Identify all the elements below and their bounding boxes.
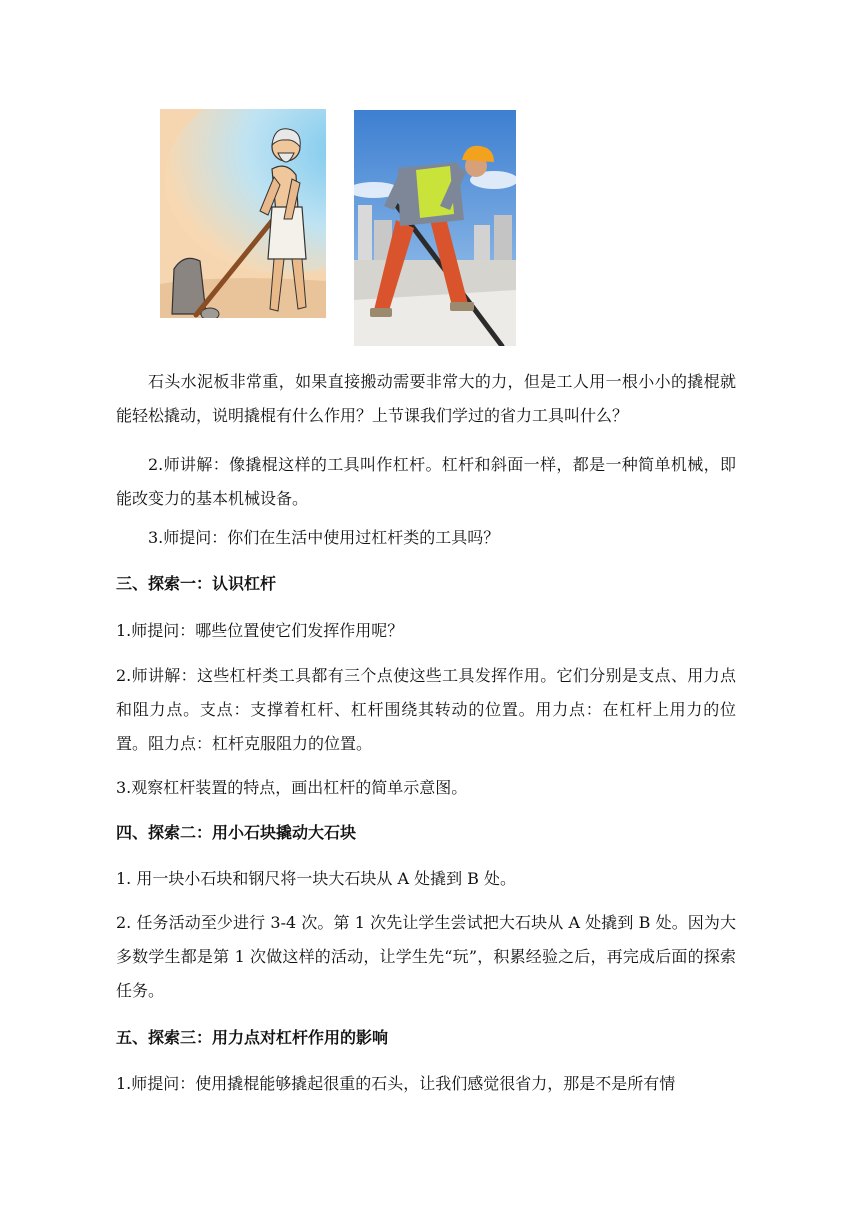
explore-two-item-2: 2. 任务活动至少进行 3-4 次。第 1 次先让学生尝试把大石块从 A 处撬到 B 处。因为大多数学生都是第 1 次做这样的活动，让学生先“玩”，积累经验之后，再完成后面的探索任务。 <box>116 913 736 1000</box>
explore-two-item-1: 1. 用一块小石块和钢尺将一块大石块从 A 处撬到 B 处。 <box>116 869 517 888</box>
explanation-lever-paragraph: 2.师讲解：像撬棍这样的工具叫作杠杆。杠杆和斜面一样，都是一种简单机械，即能改变力的基本机械设备。 <box>116 455 736 508</box>
explore-one-item-1: 1.师提问：哪些位置使它们发挥作用呢？ <box>116 621 404 640</box>
question-tools-paragraph: 3.师提问：你们在生活中使用过杠杆类的工具吗？ <box>148 528 500 547</box>
explore-one-item-2: 2.师讲解：这些杠杆类工具都有三个点使这些工具发挥作用。它们分别是支点、用力点和阻力点。支点：支撑着杠杆、杠杆围绕其转动的位置。用力点：在杠杆上用力的位置。阻力点：杠杆克服阻力的位置。 <box>116 666 736 753</box>
explore-three-item-1: 1.师提问：使用撬棍能够撬起很重的石头，让我们感觉很省力，那是不是所有情 <box>116 1074 676 1093</box>
section-heading-explore-two: 四、探索二：用小石块撬动大石块 <box>116 823 357 842</box>
section-heading-explore-three: 五、探索三：用力点对杠杆作用的影响 <box>116 1028 389 1047</box>
illustration-ancient-lever <box>160 109 326 318</box>
explore-one-item-3: 3.观察杠杆装置的特点，画出杠杆的简单示意图。 <box>116 778 468 797</box>
photo-worker-crowbar <box>354 110 516 346</box>
question-paragraph: 石头水泥板非常重，如果直接搬动需要非常大的力，但是工人用一根小小的撬棍就能轻松撬动，说明撬棍有什么作用？上节课我们学过的省力工具叫什么？ <box>116 372 736 425</box>
section-heading-explore-one: 三、探索一：认识杠杆 <box>116 574 277 593</box>
